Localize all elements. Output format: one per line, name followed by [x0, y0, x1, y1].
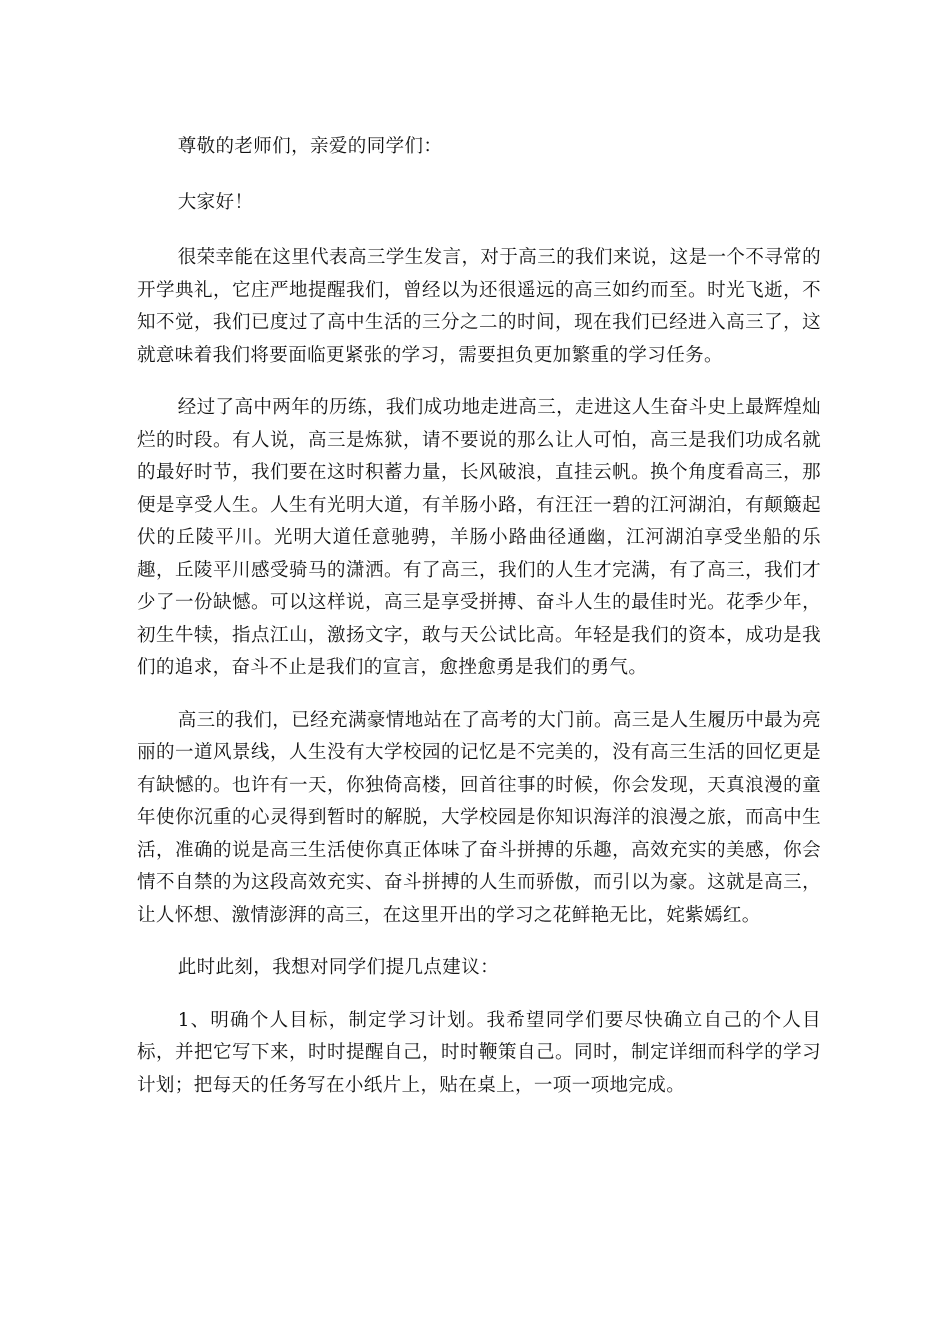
greeting-line: 大家好！: [177, 191, 254, 213]
paragraph-memories: 高三的我们，已经充满豪情地站在了高考的大门前。高三是人生履历中最为亮丽的一道风景线，人生没有大学校园的记忆是不完美的，没有高三生活的回忆更是有缺憾的。也许有一天，你独倚高楼，回首往事的时候，你会发现，天真浪漫的童年使你沉重的心灵得到暂时的解脱，大学校园是你知识海洋的浪漫之旅，而高中生活，准确的说是高三生活使你真正体味了奋斗拼搏的乐趣，高效充实的美感，你会情不自禁的为这段高效充实、奋斗拼搏的人生而骄傲，而引以为豪。这就是高三，让人怀想、激情澎湃的高三，在这里开出的学习之花鲜艳无比，姹紫嫣红。: [137, 709, 821, 926]
speech-body: [137, 131, 821, 1122]
paragraph-suggestions-intro: 此时此刻，我想对同学们提几点建议：: [177, 957, 499, 978]
salutation-line: 尊敬的老师们，亲爱的同学们：: [177, 136, 443, 157]
paragraph-suggestion-1: 1、明确个人目标，制定学习计划。我希望同学们要尽快确立自己的个人目标，并把它写下来，时时提醒自己，时时鞭策自己。同时，制定详细而科学的学习计划；把每天的任务写在小纸片上，贴在桌上，一项一项地完成。: [137, 1009, 821, 1096]
paragraph-senior-year: 经过了高中两年的历练，我们成功地走进高三，走进这人生奋斗史上最辉煌灿烂的时段。有人说，高三是炼狱，请不要说的那么让人可怕，高三是我们功成名就的最好时节，我们要在这时积蓄力量，长风破浪，直挂云帆。换个角度看高三，那便是享受人生。人生有光明大道，有羊肠小路，有汪汪一碧的江河湖泊，有颠簸起伏的丘陵平川。光明大道任意驰骋，羊肠小路曲径通幽，江河湖泊享受坐船的乐趣，丘陵平川感受骑马的潇洒。有了高三，我们的人生才完满，有了高三，我们才少了一份缺憾。可以这样说，高三是享受拼搏、奋斗人生的最佳时光。花季少年，初生牛犊，指点江山，激扬文字，敢与天公试比高。年轻是我们的资本，成功是我们的追求，奋斗不止是我们的宣言，愈挫愈勇是我们的勇气。: [137, 397, 821, 678]
paragraph-intro: 很荣幸能在这里代表高三学生发言，对于高三的我们来说，这是一个不寻常的开学典礼，它庄严地提醒我们，曾经以为还很遥远的高三如约而至。时光飞逝，不知不觉，我们已度过了高中生活的三分之二的时间，现在我们已经进入高三了，这就意味着我们将要面临更紧张的学习，需要担负更加繁重的学习任务。: [137, 247, 821, 366]
